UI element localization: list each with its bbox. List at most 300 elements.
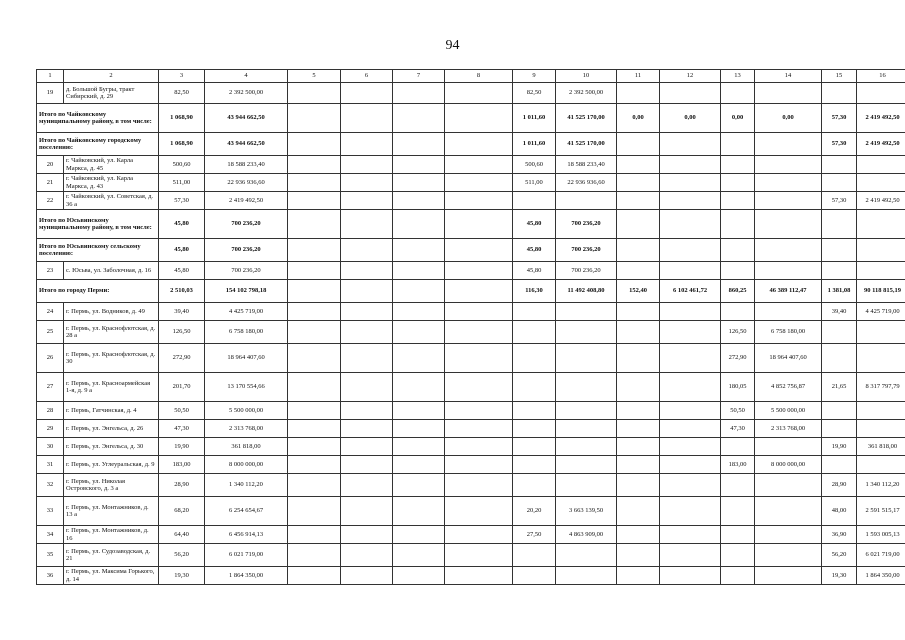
value-cell (341, 83, 393, 104)
address-cell: г. Пермь, ул. Николая Островского, д. 3 а (64, 474, 159, 497)
value-cell: 152,40 (617, 280, 660, 303)
value-cell: 201,70 (159, 373, 205, 402)
value-cell (660, 402, 721, 420)
value-cell: 90 118 815,19 (857, 280, 905, 303)
value-cell (857, 83, 905, 104)
value-cell (617, 210, 660, 239)
value-cell (445, 303, 513, 321)
value-cell (556, 373, 617, 402)
value-cell (445, 456, 513, 474)
value-cell: 36,90 (822, 526, 857, 544)
value-cell (617, 133, 660, 156)
value-cell (660, 456, 721, 474)
value-cell: 45,80 (159, 262, 205, 280)
value-cell (617, 497, 660, 526)
value-cell: 2 392 500,00 (205, 83, 288, 104)
value-cell (660, 373, 721, 402)
row-number-cell: 20 (37, 156, 64, 174)
value-cell: 1 381,08 (822, 280, 857, 303)
row-number-cell: 34 (37, 526, 64, 544)
value-cell (721, 497, 755, 526)
value-cell (393, 192, 445, 210)
value-cell: 2 419 492,50 (857, 104, 905, 133)
value-cell (393, 567, 445, 585)
value-cell (660, 210, 721, 239)
value-cell: 45,80 (513, 262, 556, 280)
value-cell: 46 389 112,47 (755, 280, 822, 303)
value-cell (660, 321, 721, 344)
address-cell: г. Пермь, ул. Энгельса, д. 30 (64, 438, 159, 456)
value-cell (857, 262, 905, 280)
value-cell (617, 474, 660, 497)
value-cell (822, 210, 857, 239)
address-cell: г. Пермь, ул. Красноармейская 1-я, д. 9 а (64, 373, 159, 402)
value-cell (822, 321, 857, 344)
value-cell: 2 510,03 (159, 280, 205, 303)
address-cell: г. Пермь, ул. Энгельса, д. 26 (64, 420, 159, 438)
value-cell: 6 021 719,00 (857, 544, 905, 567)
value-cell (617, 303, 660, 321)
value-cell (755, 526, 822, 544)
value-cell (617, 567, 660, 585)
value-cell (288, 526, 341, 544)
value-cell (660, 156, 721, 174)
subtotal-label: Итого по городу Перми: (37, 280, 159, 303)
value-cell (660, 344, 721, 373)
value-cell: 183,00 (159, 456, 205, 474)
value-cell (393, 456, 445, 474)
value-cell (445, 156, 513, 174)
column-number: 4 (205, 70, 288, 83)
value-cell (755, 133, 822, 156)
subtotal-label: Итого по Юсьвинскому сельскому поселению: (37, 239, 159, 262)
table-row (37, 474, 905, 497)
value-cell: 4 425 719,00 (857, 303, 905, 321)
value-cell (341, 567, 393, 585)
value-cell (341, 544, 393, 567)
value-cell (445, 321, 513, 344)
value-cell (617, 192, 660, 210)
value-cell: 82,50 (513, 83, 556, 104)
value-cell: 2 419 492,50 (857, 133, 905, 156)
value-cell (393, 474, 445, 497)
address-cell: г. Пермь, ул. Монтажников, д. 13 а (64, 497, 159, 526)
value-cell: 700 236,20 (556, 210, 617, 239)
value-cell (341, 402, 393, 420)
row-number-cell: 26 (37, 344, 64, 373)
value-cell (755, 174, 822, 192)
data-table (36, 69, 905, 585)
value-cell (755, 156, 822, 174)
row-number-cell: 22 (37, 192, 64, 210)
table-row (37, 544, 905, 567)
value-cell: 28,90 (822, 474, 857, 497)
value-cell (660, 239, 721, 262)
table-row (37, 156, 905, 174)
value-cell: 41 525 170,00 (556, 104, 617, 133)
value-cell (341, 239, 393, 262)
column-number: 9 (513, 70, 556, 83)
row-number-cell: 30 (37, 438, 64, 456)
value-cell (721, 210, 755, 239)
value-cell (660, 133, 721, 156)
value-cell: 50,50 (159, 402, 205, 420)
value-cell (288, 456, 341, 474)
value-cell: 47,30 (721, 420, 755, 438)
value-cell (857, 239, 905, 262)
value-cell (513, 192, 556, 210)
value-cell: 57,30 (822, 104, 857, 133)
value-cell: 1 340 112,20 (857, 474, 905, 497)
address-cell: г. Чайковский, ул. Советская, д. 36 а (64, 192, 159, 210)
subtotal-label: Итого по Чайковскому городскому поселению: (37, 133, 159, 156)
value-cell (857, 174, 905, 192)
value-cell (556, 456, 617, 474)
value-cell (755, 83, 822, 104)
value-cell: 43 944 662,50 (205, 104, 288, 133)
value-cell: 4 425 719,00 (205, 303, 288, 321)
value-cell: 27,50 (513, 526, 556, 544)
column-number: 5 (288, 70, 341, 83)
value-cell (755, 262, 822, 280)
value-cell (857, 210, 905, 239)
value-cell (857, 344, 905, 373)
value-cell: 511,00 (159, 174, 205, 192)
value-cell (857, 456, 905, 474)
value-cell: 116,30 (513, 280, 556, 303)
value-cell: 126,50 (159, 321, 205, 344)
address-cell: г. Пермь, ул. Углеуральская, д. 9 (64, 456, 159, 474)
value-cell (857, 321, 905, 344)
value-cell (721, 156, 755, 174)
value-cell: 13 170 554,66 (205, 373, 288, 402)
value-cell (341, 210, 393, 239)
table-row (37, 526, 905, 544)
value-cell (341, 174, 393, 192)
value-cell (556, 567, 617, 585)
value-cell: 57,30 (159, 192, 205, 210)
value-cell (513, 438, 556, 456)
value-cell: 45,80 (159, 210, 205, 239)
subtotal-row (37, 239, 905, 262)
value-cell (660, 526, 721, 544)
value-cell (393, 544, 445, 567)
value-cell (721, 133, 755, 156)
value-cell (556, 544, 617, 567)
value-cell (341, 438, 393, 456)
value-cell (660, 497, 721, 526)
value-cell: 47,30 (159, 420, 205, 438)
value-cell: 180,05 (721, 373, 755, 402)
value-cell (288, 438, 341, 456)
value-cell (617, 156, 660, 174)
value-cell: 39,40 (822, 303, 857, 321)
table-row (37, 344, 905, 373)
value-cell: 183,00 (721, 456, 755, 474)
value-cell (617, 544, 660, 567)
value-cell (513, 344, 556, 373)
value-cell: 50,50 (721, 402, 755, 420)
value-cell (288, 133, 341, 156)
value-cell: 6 758 180,00 (205, 321, 288, 344)
value-cell: 2 419 492,50 (205, 192, 288, 210)
value-cell: 19,30 (159, 567, 205, 585)
value-cell (393, 280, 445, 303)
value-cell (341, 156, 393, 174)
value-cell (445, 133, 513, 156)
value-cell (288, 280, 341, 303)
column-number: 13 (721, 70, 755, 83)
value-cell (288, 104, 341, 133)
value-cell: 8 000 000,00 (755, 456, 822, 474)
value-cell (556, 321, 617, 344)
value-cell (513, 373, 556, 402)
value-cell: 500,60 (159, 156, 205, 174)
value-cell (617, 526, 660, 544)
value-cell (341, 262, 393, 280)
value-cell (755, 210, 822, 239)
value-cell (445, 192, 513, 210)
row-number-cell: 32 (37, 474, 64, 497)
value-cell: 56,20 (159, 544, 205, 567)
value-cell: 2 392 500,00 (556, 83, 617, 104)
value-cell (288, 83, 341, 104)
value-cell: 2 591 515,17 (857, 497, 905, 526)
subtotal-row (37, 210, 905, 239)
value-cell (617, 402, 660, 420)
value-cell: 21,65 (822, 373, 857, 402)
value-cell: 2 313 768,00 (755, 420, 822, 438)
value-cell: 700 236,20 (556, 239, 617, 262)
value-cell (513, 544, 556, 567)
value-cell (393, 420, 445, 438)
column-number: 6 (341, 70, 393, 83)
column-number: 7 (393, 70, 445, 83)
value-cell: 45,80 (159, 239, 205, 262)
value-cell (341, 280, 393, 303)
column-number: 10 (556, 70, 617, 83)
address-cell: г. Пермь, ул. Максима Горького, д. 14 (64, 567, 159, 585)
value-cell (445, 497, 513, 526)
value-cell: 700 236,20 (205, 239, 288, 262)
value-cell (341, 344, 393, 373)
value-cell: 5 500 000,00 (755, 402, 822, 420)
value-cell: 8 000 000,00 (205, 456, 288, 474)
value-cell (660, 544, 721, 567)
column-number: 16 (857, 70, 905, 83)
value-cell (721, 474, 755, 497)
value-cell (822, 402, 857, 420)
value-cell (755, 544, 822, 567)
row-number-cell: 24 (37, 303, 64, 321)
value-cell (556, 420, 617, 438)
value-cell: 2 419 492,50 (857, 192, 905, 210)
value-cell: 6 021 719,00 (205, 544, 288, 567)
value-cell: 1 864 350,00 (205, 567, 288, 585)
value-cell (822, 156, 857, 174)
value-cell (755, 239, 822, 262)
value-cell (445, 526, 513, 544)
value-cell: 700 236,20 (556, 262, 617, 280)
row-number-cell: 28 (37, 402, 64, 420)
value-cell (721, 544, 755, 567)
value-cell: 18 964 407,60 (205, 344, 288, 373)
table-row (37, 303, 905, 321)
value-cell (393, 344, 445, 373)
row-number-cell: 21 (37, 174, 64, 192)
value-cell (755, 192, 822, 210)
row-number-cell: 33 (37, 497, 64, 526)
value-cell: 11 492 408,80 (556, 280, 617, 303)
value-cell (617, 262, 660, 280)
value-cell: 8 317 797,79 (857, 373, 905, 402)
value-cell (288, 192, 341, 210)
value-cell (660, 438, 721, 456)
value-cell: 18 588 233,40 (556, 156, 617, 174)
address-cell: с. Юсьва, ул. Заболочная, д. 16 (64, 262, 159, 280)
value-cell (445, 262, 513, 280)
value-cell (288, 321, 341, 344)
value-cell (513, 567, 556, 585)
column-number: 3 (159, 70, 205, 83)
value-cell (393, 156, 445, 174)
value-cell: 22 936 936,60 (556, 174, 617, 192)
value-cell (341, 133, 393, 156)
value-cell (721, 567, 755, 585)
column-number: 14 (755, 70, 822, 83)
value-cell (721, 174, 755, 192)
value-cell: 860,25 (721, 280, 755, 303)
value-cell: 1 864 350,00 (857, 567, 905, 585)
value-cell: 1 068,90 (159, 104, 205, 133)
value-cell: 56,20 (822, 544, 857, 567)
value-cell: 28,90 (159, 474, 205, 497)
value-cell (445, 104, 513, 133)
table-row (37, 456, 905, 474)
value-cell: 700 236,20 (205, 262, 288, 280)
subtotal-label: Итого по Юсьвинскому муниципальному району, в том числе: (37, 210, 159, 239)
value-cell (755, 438, 822, 456)
value-cell (288, 174, 341, 192)
value-cell: 272,90 (159, 344, 205, 373)
value-cell (857, 156, 905, 174)
address-cell: г. Пермь, ул. Водников, д. 49 (64, 303, 159, 321)
value-cell: 1 011,60 (513, 104, 556, 133)
value-cell (721, 303, 755, 321)
table-row (37, 373, 905, 402)
value-cell (288, 303, 341, 321)
value-cell (513, 402, 556, 420)
table-row (37, 402, 905, 420)
row-number-cell: 35 (37, 544, 64, 567)
value-cell (393, 321, 445, 344)
value-cell (556, 192, 617, 210)
value-cell (617, 239, 660, 262)
value-cell: 2 313 768,00 (205, 420, 288, 438)
column-number: 2 (64, 70, 159, 83)
value-cell (556, 402, 617, 420)
value-cell: 64,40 (159, 526, 205, 544)
table-row (37, 420, 905, 438)
table-row (37, 567, 905, 585)
value-cell (721, 438, 755, 456)
value-cell (393, 133, 445, 156)
value-cell (341, 526, 393, 544)
value-cell (445, 567, 513, 585)
value-cell: 45,80 (513, 210, 556, 239)
subtotal-row (37, 280, 905, 303)
value-cell (660, 420, 721, 438)
value-cell: 19,30 (822, 567, 857, 585)
table-row (37, 321, 905, 344)
column-number: 8 (445, 70, 513, 83)
value-cell (445, 544, 513, 567)
subtotal-row (37, 133, 905, 156)
value-cell (393, 262, 445, 280)
value-cell (513, 456, 556, 474)
row-number-cell: 27 (37, 373, 64, 402)
value-cell (822, 174, 857, 192)
value-cell: 1 068,90 (159, 133, 205, 156)
value-cell (288, 239, 341, 262)
value-cell (341, 456, 393, 474)
value-cell (660, 474, 721, 497)
value-cell: 6 102 461,72 (660, 280, 721, 303)
table-row (37, 497, 905, 526)
value-cell (288, 567, 341, 585)
value-cell (617, 83, 660, 104)
value-cell: 39,40 (159, 303, 205, 321)
value-cell: 154 102 798,18 (205, 280, 288, 303)
row-number-cell: 19 (37, 83, 64, 104)
value-cell: 0,00 (721, 104, 755, 133)
value-cell (445, 373, 513, 402)
table-row (37, 192, 905, 210)
value-cell (755, 497, 822, 526)
value-cell (617, 420, 660, 438)
value-cell (445, 83, 513, 104)
value-cell (822, 456, 857, 474)
value-cell: 20,20 (513, 497, 556, 526)
value-cell (556, 344, 617, 373)
value-cell (288, 544, 341, 567)
value-cell (660, 83, 721, 104)
value-cell (755, 474, 822, 497)
value-cell (393, 210, 445, 239)
value-cell (617, 438, 660, 456)
value-cell (822, 344, 857, 373)
value-cell: 700 236,20 (205, 210, 288, 239)
value-cell (556, 474, 617, 497)
value-cell (857, 402, 905, 420)
value-cell (288, 262, 341, 280)
value-cell: 41 525 170,00 (556, 133, 617, 156)
column-number-row (37, 70, 905, 83)
value-cell: 3 663 139,50 (556, 497, 617, 526)
value-cell: 0,00 (660, 104, 721, 133)
value-cell: 6 456 914,13 (205, 526, 288, 544)
value-cell (341, 192, 393, 210)
value-cell (660, 174, 721, 192)
page-number: 94 (445, 38, 460, 53)
value-cell (822, 262, 857, 280)
value-cell (556, 438, 617, 456)
address-cell: д. Большой Бугры, тракт Сибирский, д. 29 (64, 83, 159, 104)
value-cell (857, 420, 905, 438)
table-row (37, 262, 905, 280)
row-number-cell: 31 (37, 456, 64, 474)
value-cell: 272,90 (721, 344, 755, 373)
